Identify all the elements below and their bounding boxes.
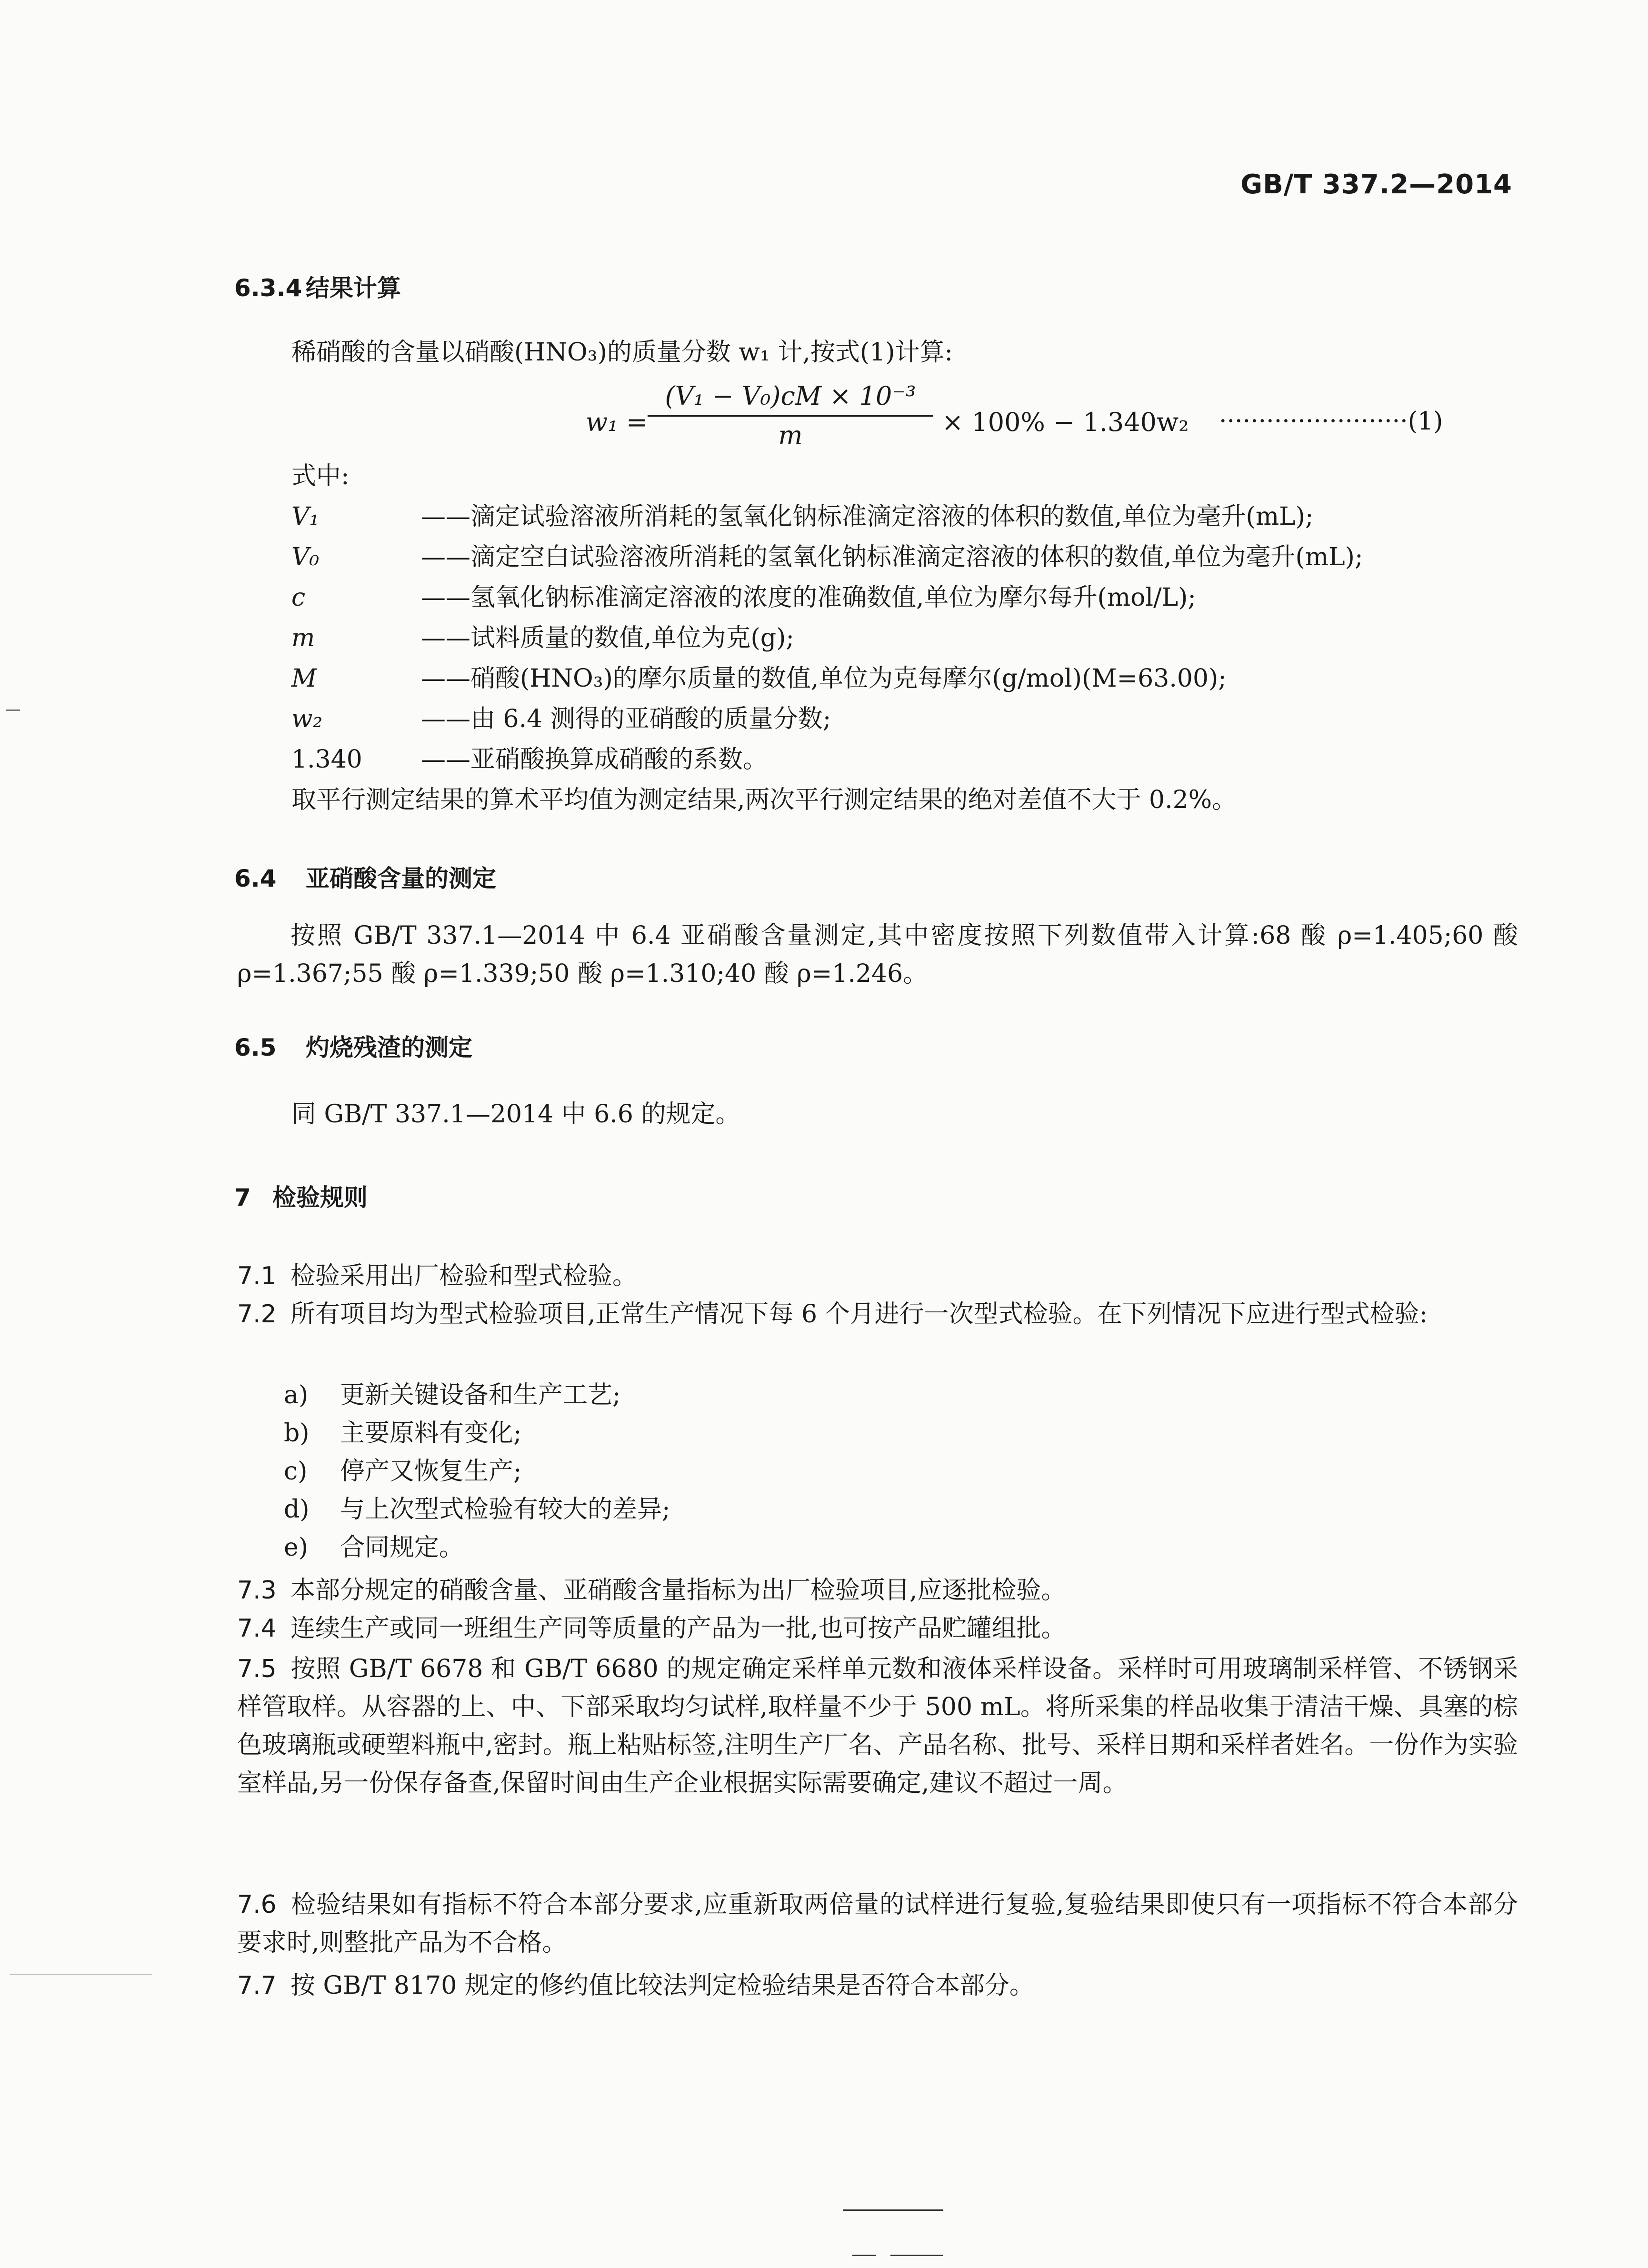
calc-intro: 稀硝酸的含量以硝酸(HNO₃)的质量分数 w₁ 计,按式(1)计算: (291, 338, 953, 367)
var-row (291, 740, 768, 779)
list-item (284, 1376, 621, 1414)
formula-denominator: m (778, 420, 803, 450)
var-symbol: M (291, 664, 317, 693)
clause-number: 7.4 (237, 1614, 277, 1643)
scan-mark (10, 1974, 152, 1975)
var-symbol: V₁ (291, 502, 320, 531)
var-symbol: m (291, 624, 315, 652)
formula-numerator: (V₁ − V₀)cM × 10⁻³ (665, 381, 916, 411)
clause-7-7 (237, 1967, 1518, 2005)
section-title: 检验规则 (272, 1184, 368, 1211)
clause-7-5 (237, 1650, 1518, 1802)
clause-number: 7.1 (237, 1262, 277, 1290)
section-number: 6.5 (234, 1034, 277, 1061)
section-title: 亚硝酸含量的测定 (306, 865, 496, 892)
section-heading-6-4 (234, 859, 496, 894)
list-text: 主要原料有变化; (340, 1419, 522, 1448)
var-symbol: c (291, 583, 306, 612)
clause-text: 检验结果如有指标不符合本部分要求,应重新取两倍量的试样进行复验,复验结果即使只有一项指标不符合本部分要求时,则整批产品为不合格。 (237, 1890, 1518, 1957)
var-symbol: V₀ (291, 543, 320, 571)
list-item (284, 1490, 670, 1529)
var-desc: ——硝酸(HNO₃)的摩尔质量的数值,单位为克每摩尔(g/mol)(M=63.00); (421, 664, 1227, 693)
list-label: c) (284, 1457, 308, 1486)
var-row (291, 700, 831, 738)
list-label: e) (284, 1533, 309, 1562)
list-label: b) (284, 1419, 310, 1448)
clause-7-6 (237, 1886, 1518, 1962)
var-desc: ——氢氧化钠标准滴定溶液的浓度的准确数值,单位为摩尔每升(mol/L); (421, 583, 1196, 612)
clause-number: 7.7 (237, 1971, 277, 2000)
section-heading-7 (234, 1179, 368, 1213)
list-label: a) (284, 1381, 309, 1409)
clause-number: 7.6 (237, 1890, 277, 1919)
var-row (291, 498, 1313, 536)
end-rule (843, 2209, 943, 2211)
scan-mark (6, 709, 20, 711)
list-item (284, 1452, 522, 1490)
formula-rhs: × 100% − 1.340w₂ (942, 407, 1189, 437)
section-heading-6-3-4 (234, 269, 401, 303)
list-item (284, 1414, 522, 1452)
section-number: 7 (234, 1184, 251, 1211)
var-desc: ——试料质量的数值,单位为克(g); (421, 624, 794, 652)
clause-number: 7.2 (237, 1300, 277, 1329)
section-text-6-5: 同 GB/T 337.1—2014 中 6.6 的规定。 (291, 1100, 740, 1129)
clause-7-4 (237, 1609, 1518, 1648)
list-text: 停产又恢复生产; (340, 1457, 522, 1486)
clause-7-3 (237, 1571, 1518, 1609)
section-title: 结果计算 (306, 274, 401, 302)
var-desc: ——滴定试验溶液所消耗的氢氧化钠标准滴定溶液的体积的数值,单位为毫升(mL); (421, 502, 1314, 531)
list-text: 合同规定。 (340, 1533, 464, 1562)
var-row (291, 538, 1363, 576)
clause-text: 按 GB/T 8170 规定的修约值比较法判定检验结果是否符合本部分。 (290, 1971, 1034, 2000)
clause-7-1 (237, 1257, 1518, 1295)
clause-number: 7.3 (237, 1576, 277, 1605)
section-title: 灼烧残渣的测定 (306, 1034, 472, 1061)
clause-text: 所有项目均为型式检验项目,正常生产情况下每 6 个月进行一次型式检验。在下列情况下应进行型式检验: (290, 1300, 1428, 1329)
fraction-bar (648, 415, 933, 417)
formula-lhs: w₁ = (586, 407, 648, 437)
var-desc: ——亚硝酸换算成硝酸的系数。 (421, 745, 768, 774)
var-desc: ——滴定空白试验溶液所消耗的氢氧化钠标准滴定溶液的体积的数值,单位为毫升(mL); (421, 543, 1363, 571)
section-number: 6.4 (234, 865, 277, 892)
formula-number: ························(1) (1219, 407, 1443, 436)
section-number: 6.3.4 (234, 274, 302, 302)
var-row (291, 579, 1196, 617)
clause-text: 检验采用出厂检验和型式检验。 (290, 1262, 638, 1290)
standard-code: GB/T 337.2—2014 (1240, 169, 1512, 200)
var-row (291, 619, 794, 657)
clause-number: 7.5 (237, 1655, 277, 1683)
list-item (284, 1529, 464, 1567)
end-rule (852, 2255, 876, 2256)
result-rule: 取平行测定结果的算术平均值为测定结果,两次平行测定结果的绝对差值不大于 0.2%。 (291, 786, 1237, 814)
var-row (291, 659, 1227, 698)
var-symbol: w₂ (291, 705, 323, 733)
where-label: 式中: (291, 462, 350, 490)
end-rule (890, 2255, 943, 2256)
formula-fraction (648, 381, 933, 450)
var-symbol: 1.340 (291, 745, 362, 774)
list-label: d) (284, 1495, 310, 1524)
clause-text: 本部分规定的硝酸含量、亚硝酸含量指标为出厂检验项目,应逐批检验。 (290, 1576, 1066, 1605)
var-desc: ——由 6.4 测得的亚硝酸的质量分数; (421, 705, 831, 733)
list-text: 与上次型式检验有较大的差异; (340, 1495, 670, 1524)
section-text-6-4: 按照 GB/T 337.1—2014 中 6.4 亚硝酸含量测定,其中密度按照下列数值带入计算:68 酸 ρ=1.405;60 酸 ρ=1.367;55 酸 ρ=1.339;50 酸 ρ=1.310;40 酸 ρ=1.246。 (237, 921, 1518, 988)
clause-text: 按照 GB/T 6678 和 GB/T 6680 的规定确定采样单元数和液体采样设备。采样时可用玻璃制采样管、不锈钢采样管取样。从容器的上、中、下部采取均匀试样,取样量不少于 500 mL。将所采集的样品收集于清洁干燥、具塞的棕色玻璃瓶或硬塑料瓶中,密封。瓶上粘贴标签,注明生产厂名、产品名称、批号、采样日期和采样者姓名。一份作为实验室样品,另一份保存备查,保留时间由生产企业根据实际需要确定,建议不超过一周。 (237, 1655, 1518, 1798)
section-heading-6-5 (234, 1029, 472, 1063)
clause-7-2 (237, 1295, 1518, 1333)
clause-text: 连续生产或同一班组生产同等质量的产品为一批,也可按产品贮罐组批。 (290, 1614, 1066, 1643)
list-text: 更新关键设备和生产工艺; (340, 1381, 621, 1409)
